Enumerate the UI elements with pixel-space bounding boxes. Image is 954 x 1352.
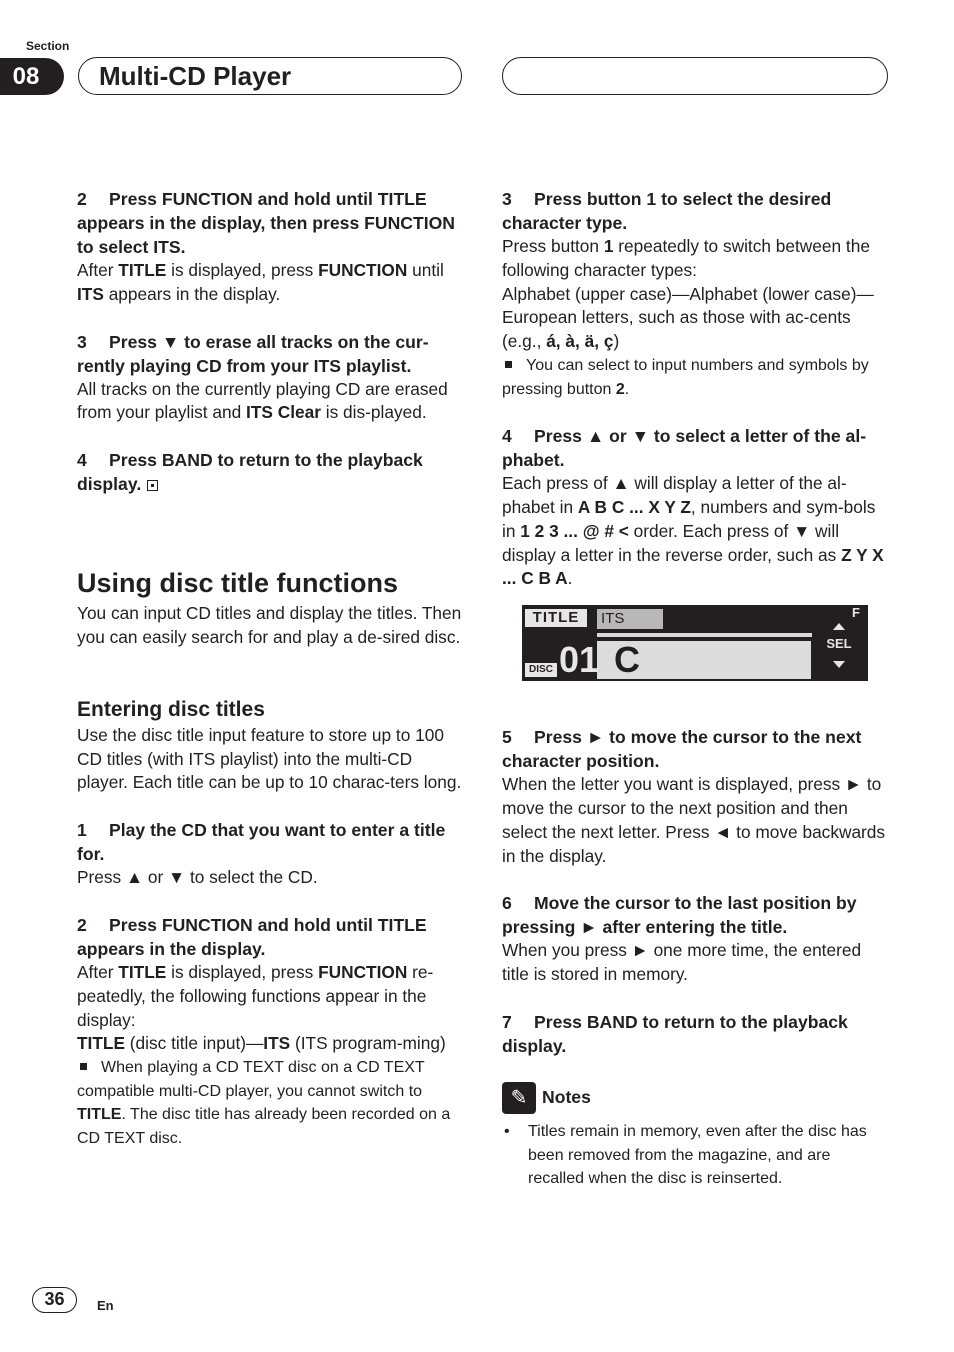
- step-body: After TITLE is displayed, press FUNCTION re-peatedly, the following functions appear in the display:: [77, 961, 434, 1030]
- step-body: After TITLE is displayed, press FUNCTION until ITS appears in the display.: [77, 260, 444, 304]
- section-number-badge: 08: [0, 58, 64, 95]
- intro-text: You can input CD titles and display the titles. Then you can easily search for and play a de-sired disc.: [77, 603, 462, 647]
- lcd-title-label: TITLE: [525, 609, 587, 627]
- step-heading: 3 Press ▼ to erase all tracks on the cur-rently playing CD from your ITS playlist.: [77, 331, 429, 376]
- chapter-title-box: [78, 57, 462, 95]
- step-heading: 4 Press ▲ or ▼ to select a letter of the al-phabet.: [502, 426, 867, 471]
- step-body: Press ▲ or ▼ to select the CD.: [77, 867, 318, 888]
- lcd-disc-label: DISC: [525, 663, 557, 677]
- step-body: Press button 1 repeatedly to switch between the following character types:: [502, 236, 870, 280]
- step-body: TITLE (disc title input)—ITS (ITS program-ming): [77, 1033, 446, 1054]
- down-arrow-icon: [833, 661, 845, 668]
- step-note: You can select to input numbers and symbols by pressing button 2.: [502, 356, 869, 398]
- section-label: Section: [26, 39, 70, 53]
- chapter-title: Multi-CD Player: [99, 61, 292, 91]
- note-square-icon: [505, 361, 512, 368]
- section-heading: Using disc title functions: [77, 568, 399, 599]
- end-of-section-icon: [147, 480, 158, 491]
- step-body: Alphabet (upper case)—Alphabet (lower case)—European letters, such as those with ac-cents (e.g., á, à, ä, ç): [502, 283, 874, 352]
- note-square-icon: [80, 1063, 87, 1070]
- step-note: When playing a CD TEXT disc on a CD TEXT compatible multi-CD player, you cannot switch to TITLE. The disc title has already been recorded on a CD TEXT disc.: [77, 1059, 451, 1147]
- lcd-display-illustration: [522, 605, 868, 681]
- step-body: Each press of ▲ will display a letter of the al-phabet in A B C ... X Y Z, numbers and sym-bols in 1 2 3 ... @ # < order. Each press of ▼ will display a letter in the reverse order, such as Z Y X ... C B A.: [502, 473, 884, 589]
- step-heading: 5 Press ► to move the cursor to the next character position.: [502, 727, 862, 772]
- step-heading: 1 Play the CD that you want to enter a title for.: [77, 820, 446, 865]
- subsection-intro: Use the disc title input feature to store up to 100 CD titles (with ITS playlist) into the multi-CD player. Each title can be up to 10 charac-ters long.: [77, 724, 462, 793]
- lcd-cursor-character: C: [614, 639, 640, 681]
- step-heading: 3 Press button 1 to select the desired character type.: [502, 189, 832, 233]
- pencil-icon: ✎: [502, 1082, 536, 1114]
- subsection-heading: Entering disc titles: [77, 697, 265, 721]
- step-heading: 7 Press BAND to return to the playback display.: [502, 1011, 848, 1056]
- language-label: En: [97, 1298, 114, 1313]
- step-heading: 6 Move the cursor to the last position by pressing ► after entering the title.: [502, 893, 857, 938]
- lcd-disc-number: 01: [559, 639, 600, 681]
- step-heading: 4 Press BAND to return to the playback display.: [77, 450, 423, 495]
- lcd-its-label: ITS: [597, 609, 663, 629]
- note-item: • Titles remain in memory, even after the disc has been removed from the magazine, and are recalled when the disc is reinserted.: [502, 1120, 890, 1191]
- step-body: All tracks on the currently playing CD are erased from your playlist and ITS Clear is dis-played.: [77, 378, 448, 423]
- step-body: When the letter you want is displayed, press ► to move the cursor to the next position and then select the next letter. Press ◄ to move backwards in the display.: [502, 774, 886, 866]
- lcd-bar: [597, 633, 812, 637]
- step-body: When you press ► one more time, the entered title is stored in memory.: [502, 940, 862, 985]
- step-heading: 2 Press FUNCTION and hold until TITLE appears in the display.: [77, 914, 427, 959]
- step-heading: 2 Press FUNCTION and hold until TITLE appears in the display, then press FUNCTION to select ITS.: [77, 189, 456, 257]
- lcd-sel-label: SEL: [826, 636, 852, 652]
- right-column: [502, 187, 890, 1191]
- left-column: [77, 187, 465, 1151]
- notes-header: [502, 1082, 890, 1114]
- page-number: 36: [32, 1287, 77, 1313]
- empty-header-box: [502, 57, 888, 95]
- notes-title: Notes: [542, 1087, 591, 1108]
- lcd-f-label: F: [852, 605, 860, 621]
